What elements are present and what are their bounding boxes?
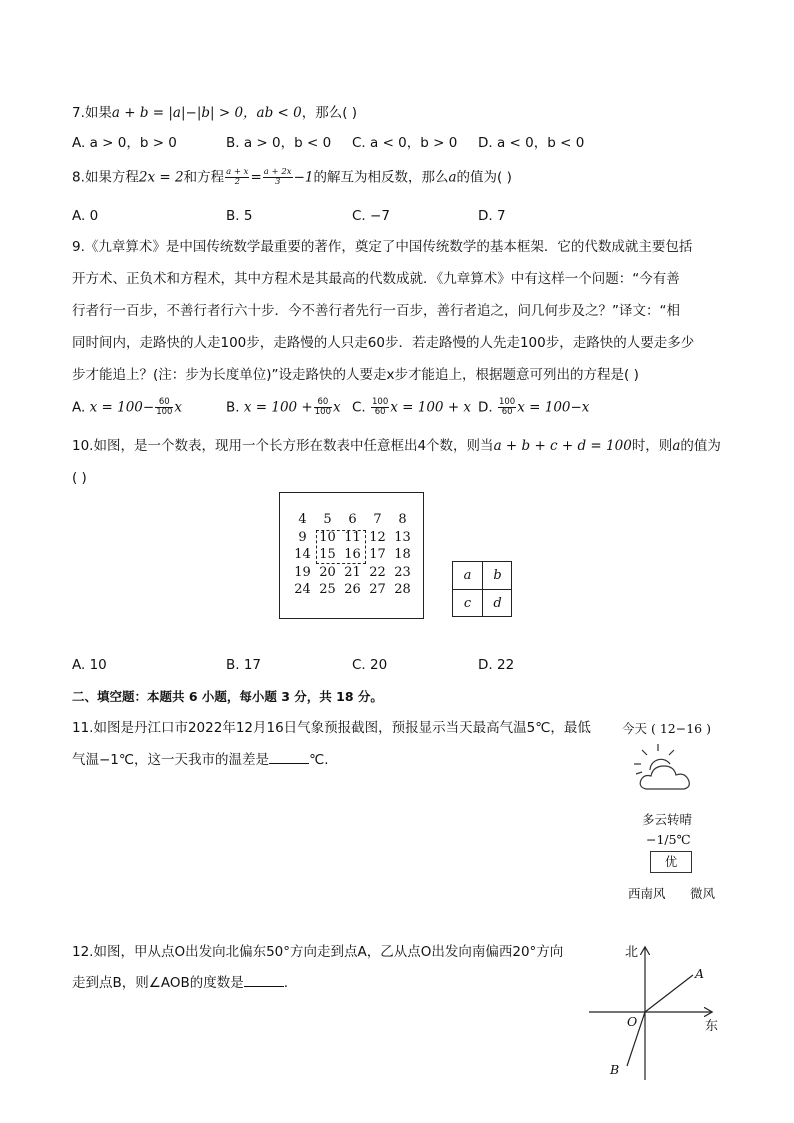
table-cell: 9	[298, 529, 307, 545]
q12-line-1: 12.如图，甲从点O出发向北偏东50°方向走到点A，乙从点O出发向南偏西20°方向	[72, 944, 564, 960]
q7-option-b: B. a > 0，b < 0	[226, 135, 332, 151]
abcd-box	[452, 561, 512, 617]
section-title: 二、填空题：本题共 6 小题，每小题 3 分，共 18 分。	[72, 689, 383, 704]
q9-option-c: C. $\frac{100}{60}$ x = 100 + x	[352, 397, 472, 417]
q9-option-d: D. $\frac{100}{60}$ x = 100−x	[478, 397, 590, 417]
q7-option-c: C. a < 0，b > 0	[352, 135, 458, 151]
table-cell: 20	[319, 564, 336, 580]
wind-level: 微风	[690, 886, 716, 901]
table-cell: 8	[398, 512, 407, 527]
table-cell: 17	[369, 547, 386, 562]
q8-stem: 8.如果方程2x = 2和方程 $\frac{a + x}{2}$ = $\frac{a + 2x}{3}$ −1的解互为相反数，那么a的值为( )	[72, 167, 512, 187]
answer-blank	[269, 751, 309, 764]
table-cell: 24	[294, 582, 311, 597]
table-cell: 27	[369, 582, 386, 597]
table-cell: 21	[344, 564, 361, 580]
table-cell: 5	[323, 512, 332, 527]
table-cell: 16	[344, 547, 361, 562]
table-cell: 10	[319, 529, 336, 545]
q9-line-2: 开方术、正负术和方程术，其中方程术是其最高的代数成就．《九章算术》中有这样一个问题：“今有善	[72, 271, 680, 287]
q8-option-b: B. 5	[226, 208, 253, 224]
q8-option-d: D. 7	[478, 208, 506, 224]
table-cell: 26	[344, 582, 361, 597]
point-o-label: O	[627, 1014, 638, 1029]
table-cell: 28	[394, 582, 411, 597]
table-cell: 13	[394, 529, 411, 545]
q9-line-1: 9.《九章算术》是中国传统数学最重要的著作，奠定了中国传统数学的基本框架．它的代数成就主要包括	[72, 239, 693, 255]
east-label: 东	[705, 1019, 719, 1034]
weather-condition: 多云转晴	[642, 812, 693, 827]
q8-fraction-2: $\frac{a + 2x}{3}$	[263, 167, 292, 187]
q9-line-3: 行者行一百步，不善行者行六十步．今不善行者先行一百步，善行者追之，问几何步及之？”译文：“相	[72, 303, 680, 319]
ray-oa	[645, 975, 693, 1012]
direction-figure	[585, 940, 725, 1085]
q10-paren: ( )	[72, 470, 87, 486]
point-b-label: B	[610, 1062, 620, 1077]
q10-option-c: C. 20	[352, 657, 388, 673]
q9-option-b: B. x = 100 + $\frac{60}{100}$ x	[226, 397, 341, 417]
q10-stem: 10.如图，是一个数表，现用一个长方形在数表中任意框出4个数，则当a + b + c + d = 100时，则a的值为	[72, 438, 721, 454]
q7-stem: 7.如果a + b = |a|−|b| > 0，ab < 0，那么( )	[72, 105, 358, 121]
q8-option-a: A. 0	[72, 208, 99, 224]
q7-option-a: A. a > 0，b > 0	[72, 135, 177, 151]
cell-b: b	[493, 568, 502, 583]
point-a-label: A	[695, 966, 705, 981]
weather-day: 今天 ( 12−16 )	[622, 721, 711, 736]
q9-line-5: 步才能追上？(注：步为长度单位)”设走路快的人要走x步才能追上，根据题意可列出的方程是( )	[72, 367, 639, 383]
table-cell: 4	[298, 512, 307, 527]
weather-temp: −1/5℃	[646, 832, 691, 847]
table-cell: 19	[294, 564, 311, 580]
table-cell: 7	[373, 512, 382, 527]
q10-option-d: D. 22	[478, 657, 515, 673]
q9-option-a: A. x = 100− $\frac{60}{100}$ x	[72, 397, 183, 417]
q10-option-b: B. 17	[226, 657, 262, 673]
table-cell: 18	[394, 547, 411, 562]
table-cell: 6	[348, 512, 357, 527]
table-cell: 23	[394, 564, 411, 580]
q12-line-2: 走到点B，则∠AOB的度数是 .	[72, 975, 289, 991]
table-cell: 12	[369, 529, 386, 545]
q10-option-a: A. 10	[72, 657, 107, 673]
q9-line-4: 同时间内，走路快的人走100步，走路慢的人只走60步．若走路慢的人先走100步，走路快的人要走多少	[72, 335, 695, 351]
q7-option-d: D. a < 0，b < 0	[478, 135, 585, 151]
table-cell: 14	[294, 547, 311, 562]
wind-direction: 西南风	[628, 886, 666, 901]
table-cell: 22	[369, 564, 386, 580]
answer-blank	[244, 974, 284, 987]
cloud-sun-icon	[628, 742, 704, 800]
cell-c: c	[463, 596, 472, 611]
q8-option-c: C. −7	[352, 208, 390, 224]
cell-a: a	[463, 568, 472, 583]
q11-line-1: 11.如图是丹江口市2022年12月16日气象预报截图，预报显示当天最高气温5℃，最低	[72, 720, 591, 736]
q11-line-2: 气温−1℃，这一天我市的温差是 ℃.	[72, 752, 329, 768]
q8-fraction-1: $\frac{a + x}{2}$	[226, 167, 249, 187]
cell-d: d	[493, 596, 502, 611]
table-cell: 15	[319, 547, 336, 562]
table-cell: 11	[344, 529, 361, 545]
table-cell: 25	[319, 582, 336, 597]
north-label: 北	[625, 945, 639, 960]
air-quality-badge: 优	[650, 851, 692, 873]
